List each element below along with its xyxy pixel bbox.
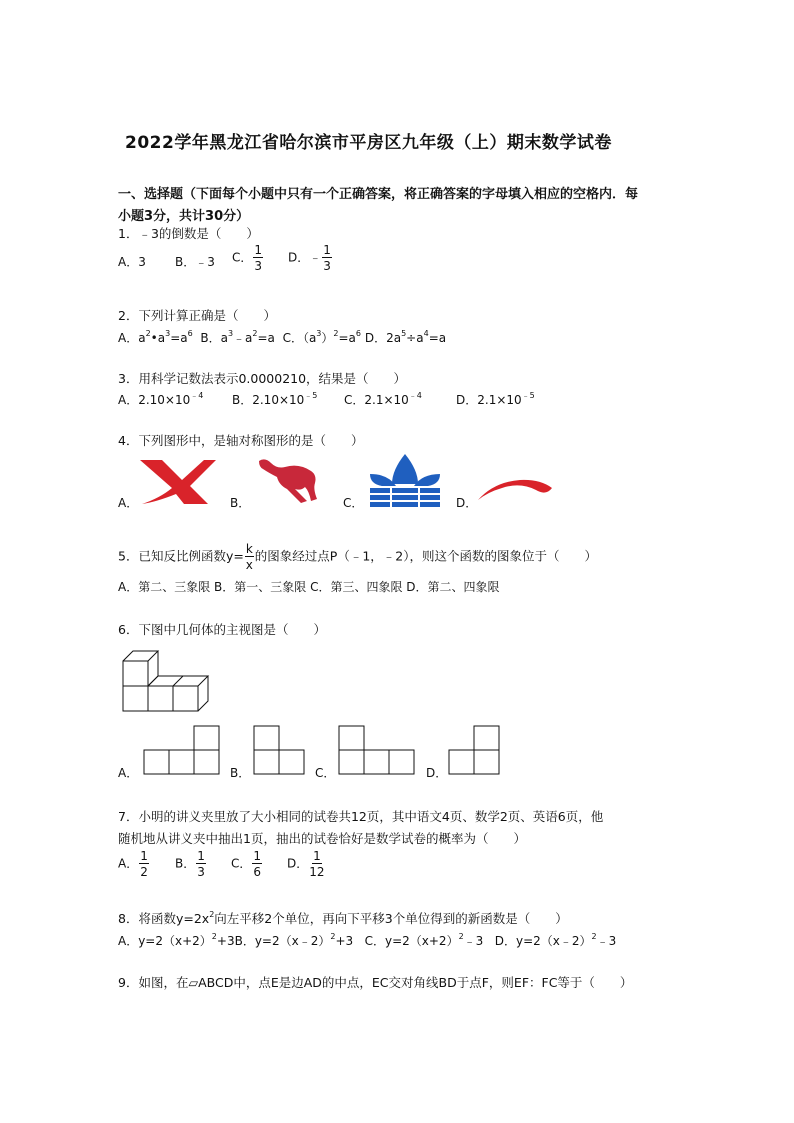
- q5-options: A．第二、三象限 B．第一、三象限 C．第三、四象限 D．第二、四象限: [118, 580, 500, 594]
- q2-options: A．$a^2•a^3=a^6$ B．$a^3﹣a^2=a$ C．$(a^3)^2=a^6$ D．$2a^5\div a^4=a$: [118, 329, 447, 345]
- fraction: $\frac{k}{x}$: [245, 542, 253, 572]
- q6-label-d: D．: [426, 766, 448, 780]
- page-title: 2022学年黑龙江省哈尔滨市平房区九年级（上）期末数学试卷: [125, 133, 612, 153]
- fraction: $\frac{1}{3}$: [323, 243, 331, 273]
- swoosh-shape: [478, 480, 552, 500]
- trefoil-leaves: [370, 454, 440, 507]
- swoosh-logo-image: [476, 474, 554, 504]
- q7-option-b: B． $\frac{1}{3}$: [175, 849, 205, 879]
- q3-option-c: C．$2.1\times 10^{﹣4}$: [344, 391, 422, 407]
- q6-label-c: C．: [315, 766, 336, 780]
- puma-logo-image: [255, 455, 323, 505]
- q3-option-d: D．$2.1\times 10^{﹣5}$: [456, 391, 535, 407]
- q4-label-a: A．: [118, 496, 139, 510]
- q4-label-d: D．: [456, 496, 478, 510]
- fraction: $\frac{1}{6}$: [253, 849, 262, 879]
- q2-stem: 2．下列计算正确是（ ）: [118, 308, 276, 323]
- q1-stem: 1．﹣3的倒数是（ ）: [118, 226, 259, 241]
- solid-figure: [118, 644, 228, 714]
- q6-view-b: [253, 725, 313, 775]
- q7-stem-line2: 随机地从讲义夹中抽出1页，抽出的试卷恰好是数学试卷的概率为（ ）: [118, 831, 526, 846]
- q6-stem: 6．下图中几何体的主视图是（ ）: [118, 622, 326, 637]
- q3-option-a: A．$2.10\times 10^{﹣4}$: [118, 391, 204, 407]
- x-logo-image: [138, 458, 218, 506]
- q4-label-c: C．: [343, 496, 364, 510]
- q8-options: A．$y=2(x+2)^2+3B$．y=2（x﹣2）$^2$+3 C．$y=2(x+2)^2﹣3$ D．y=2（x﹣2）$^2$﹣3: [118, 932, 617, 948]
- section-header-line2: 小题3分，共计30分）: [118, 209, 250, 224]
- fraction: $\frac{1}{12}$: [309, 849, 325, 879]
- q7-option-d: D． $\frac{1}{12}$: [287, 849, 325, 879]
- q6-view-c: [338, 725, 418, 775]
- q4-label-b: B．: [230, 496, 251, 510]
- q1-option-d: D．﹣ $\frac{1}{3}$: [288, 243, 331, 273]
- q8-stem: 8．将函数$y=2x^2$向左平移2个单位，再向下平移3个单位得到的新函数是（ ）: [118, 909, 568, 926]
- q6-label-a: A．: [118, 766, 139, 780]
- q7-option-a: A． $\frac{1}{2}$: [118, 849, 148, 879]
- q4-stem: 4．下列图形中，是轴对称图形的是（ ）: [118, 433, 364, 448]
- q3-stem: 3．用科学记数法表示0.0000210，结果是（ ）: [118, 371, 407, 386]
- q6-label-b: B．: [230, 766, 251, 780]
- q1-option-c: C． $\frac{1}{3}$: [232, 243, 263, 273]
- q9-stem: 9．如图，在▱ABCD中，点E是边AD的中点，EC交对角线BD于点F，则EF：FC等于（ ）: [118, 975, 633, 990]
- fraction: $\frac{1}{3}$: [254, 243, 263, 273]
- q6-view-d: [448, 725, 508, 775]
- q7-stem-line1: 7．小明的讲义夹里放了大小相同的试卷共12页，其中语文4页、数学2页、英语6页，他: [118, 809, 604, 824]
- q1-option-b: B．﹣3: [175, 255, 215, 269]
- fraction: $\frac{1}{2}$: [140, 849, 148, 879]
- q7-option-c: C． $\frac{1}{6}$: [231, 849, 262, 879]
- q6-view-a: [143, 725, 223, 775]
- fraction: $\frac{1}{3}$: [197, 849, 205, 879]
- q1-option-a: A．3: [118, 255, 146, 269]
- q3-option-b: B．$2.10\times 10^{﹣5}$: [232, 391, 318, 407]
- puma-shape: [259, 459, 317, 503]
- q5-stem: 5．已知反比例函数y= $\frac{k}{x}$ 的图象经过点P（﹣1，﹣2），则这个函数的图象位于（ ）: [118, 542, 597, 572]
- section-header-line1: 一、选择题（下面每个小题中只有一个正确答案，将正确答案的字母填入相应的空格内．每: [118, 187, 639, 202]
- trefoil-logo-image: [366, 452, 444, 508]
- x-logo-shape: [140, 460, 216, 504]
